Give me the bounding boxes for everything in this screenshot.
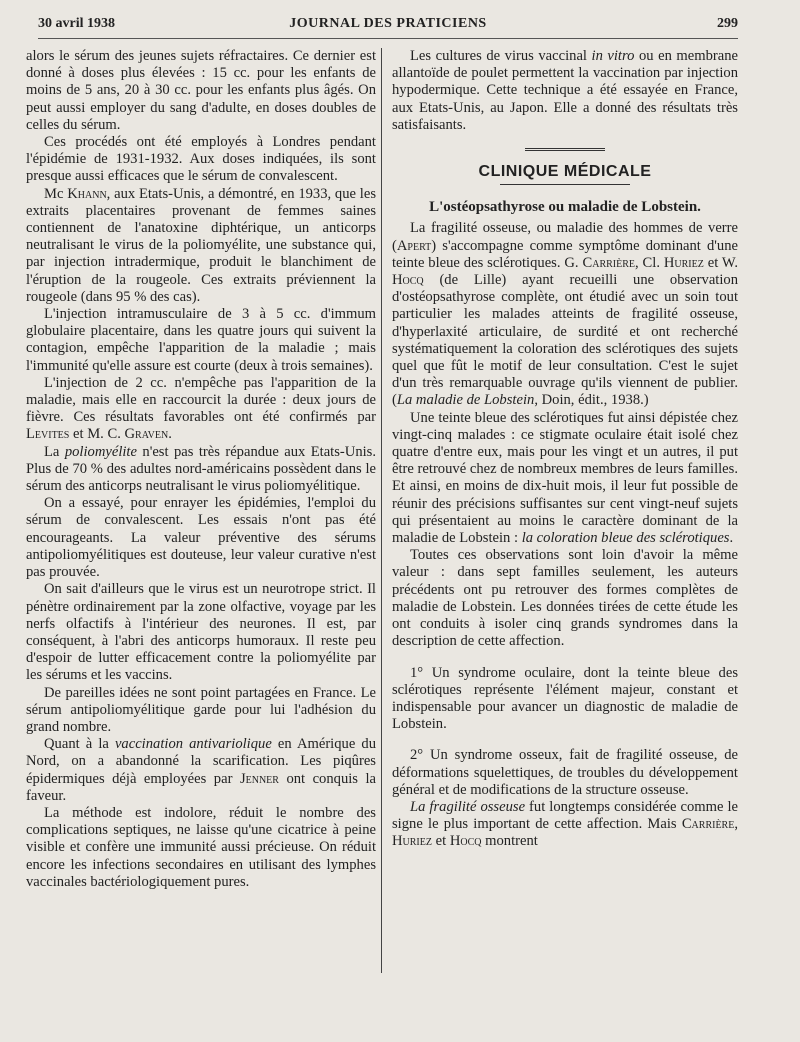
author-name: Huriez xyxy=(392,833,432,850)
running-header xyxy=(38,12,738,39)
italic-term: in vitro xyxy=(591,48,635,64)
author-name: Graven xyxy=(124,426,169,443)
italic-term: vaccination antivariolique xyxy=(114,736,272,753)
paragraph: Ces procédés ont été employés à Londres pendant l'épidémie de 1931-1932. Aux doses indiquées, ils sont presque aussi efficaces que le sérum de convalescent. xyxy=(26,134,376,185)
section-title: CLINIQUE MÉDICALE xyxy=(478,163,652,181)
italic-term: la coloration bleue des sclérotiques xyxy=(521,530,730,547)
section-rule xyxy=(500,184,630,185)
italic-term: La maladie de Lobstein xyxy=(396,392,535,409)
author-name: Hocq xyxy=(449,833,482,850)
paragraph: On sait d'ailleurs que le virus est un neurotrope strict. Il pénètre ordinairement par la zone olfactive, voyage par les nerfs olfactifs à l'intérieur des neurones. Il est, par conséquent, à l'abri des anticorps humoraux. Il reste peu d'espoir de lutter efficacement contre la poliomyélite par les sérums et les vaccins. xyxy=(26,581,376,684)
left-column xyxy=(26,48,376,1022)
section-rule xyxy=(525,148,605,153)
author-name: Carrière xyxy=(582,254,635,271)
header-page-number: 299 xyxy=(717,16,738,31)
author-name: Khann xyxy=(67,185,107,202)
author-name: Apert xyxy=(396,237,432,254)
header-date: 30 avril 1938 xyxy=(38,16,115,31)
paragraph: On a essayé, pour enrayer les épidémies, l'emploi du sérum de convalescent. Les essais n'ont pas été encourageants. La valeur préventive des sérums antipoliomyélitiques est douteuse, leur valeur curative n'est pas prouvée. xyxy=(26,495,376,581)
paragraph: De pareilles idées ne sont point partagées en France. Le sérum antipoliomyélitique garde pour lui l'adhésion du grand nombre. xyxy=(26,684,376,735)
paragraph: La méthode est indolore, réduit le nombre des complications septiques, ne laisse qu'une cicatrice à peine visible et confère une immunité aussi précieuse. On réduit encore les infections secondaires en utilisant des lymphes vaccinales bactériologiquement pures. xyxy=(26,804,376,890)
italic-term: La fragilité osseuse xyxy=(410,798,526,815)
paragraph: L'injection intramusculaire de 3 à 5 cc. d'immum globulaire placentaire, dans les quatre jours qui suivent la contagion, empêche l'apparition de la maladie ; mais l'immunité qu'elle assure est courte (deux à trois semaines). xyxy=(26,306,376,374)
paragraph: La poliomyélite n'est pas très répandue aux Etats-Unis. Plus de 70 % des adultes nord-américains possèdent dans le sérum des anticorps neutralisant le virus poliomyélitique. xyxy=(26,443,376,495)
paragraph: La fragilité osseuse, ou maladie des hommes de verre (Apert) s'accompagne comme symptôme dominant d'une teinte bleue des sclérotiques. G. Carrière, Cl. Huriez et W. Hocq (de Lille) ayant recueilli une observation d'ostéopsathyrose complète, ont étudié avec un soin tout particulier les malades atteints de fragilité osseuse, d'hyperlaxité articulaire, de surdité et ont recherché systématiquement la coloration des sclérotiques des sujets quel que fût le motif de leur consultation. C'est le sujet d'un très remarquable ouvrage qu'ils viennent de publier. (La maladie de Lobstein, Doin, édit., 1938.) xyxy=(392,220,738,409)
header-journal-title: JOURNAL DES PRATICIENS xyxy=(289,16,487,31)
paragraph: L'injection de 2 cc. n'empêche pas l'apparition de la maladie, mais elle en raccourcit la durée : deux jours de fièvre. Ces résultats favorables ont été confirmés par Levites et M. C. Graven. xyxy=(26,374,376,443)
article-title: L'ostéopsathyrose ou maladie de Lobstein. xyxy=(429,199,701,216)
italic-term: poliomyélite xyxy=(64,443,137,460)
list-item: 1° Un syndrome oculaire, dont la teinte bleue des sclérotiques représente l'élément majeur, constant et indispensable pour avancer un diagnostic de maladie de Lobstein. xyxy=(392,664,738,733)
author-name: Hocq xyxy=(392,272,424,289)
paragraph: Les cultures de virus vaccinal in vitro ou en membrane allantoïde de poulet permettent la vaccination par injection hypodermique. Cette technique a été essayée en France, aux Etats-Unis, au Japon. Elle a donné des résultats très satisfaisants. xyxy=(392,48,738,133)
author-name: Carrière xyxy=(681,816,735,833)
paragraph: Mc Khann, aux Etats-Unis, a démontré, en 1933, que les extraits placentaires provenant de femmes saines contiennent de l'anatoxine diphtérique, un anticorps neutralisant le virus de la poliomyélite, une substance qui, par injection intradermique, produit le blanchiment de l'éruption de la rougeole. Ces extraits préviennent la rougeole (dans 95 % des cas). xyxy=(26,185,376,305)
list-item: 2° Un syndrome osseux, fait de fragilité osseuse, de déformations squelettiques, de troubles du développement général et de modifications de la structure osseuse. xyxy=(392,747,738,798)
right-column xyxy=(392,48,738,1022)
author-name: Huriez xyxy=(663,254,704,271)
paragraph: Quant à la vaccination antivariolique en Amérique du Nord, on a abandonné la scarification. Les piqûres épidermiques déjà employées par Jenner ont conquis la faveur. xyxy=(26,736,377,804)
author-name: Levites xyxy=(26,426,70,443)
paragraph: alors le sérum des jeunes sujets réfractaires. Ce dernier est donné à doses plus élevées : 15 cc. pour les enfants de moins de 5 ans, 20 à 30 cc. pour les enfants plus âgés. On peut aussi employer du sang d'adulte, en doses doubles de celles du sérum. xyxy=(26,48,376,133)
column-divider xyxy=(381,48,382,973)
paragraph: Une teinte bleue des sclérotiques fut ainsi dépistée chez vingt-cinq malades : ce stigmate oculaire était isolé chez quatre d'entre eux, mais pour les vingt et un autres, il put être retrouvé chez de nombreux membres de leurs familles. Et ainsi, en moins de dix-huit mois, il leur fut possible de réunir des précisions suffisantes sur cent vingt-neuf sujets qui présentaient au moins le caractère dominant de la maladie de Lobstein : la coloration bleue des sclérotiques. xyxy=(392,409,738,547)
paragraph: La fragilité osseuse fut longtemps considérée comme le signe le plus important de cette affection. Mais Carrière, Huriez et Hocq montrent xyxy=(392,798,738,850)
author-name: Jenner xyxy=(239,770,279,787)
paragraph: Toutes ces observations sont loin d'avoir la même valeur : dans sept familles seulement, les auteurs précédents ont pu retrouver des formes complètes de maladie de Lobstein. Les données tirées de cette étude les ont conduits à isoler cinq grands syndromes dans la description de cette affection. xyxy=(392,547,738,650)
